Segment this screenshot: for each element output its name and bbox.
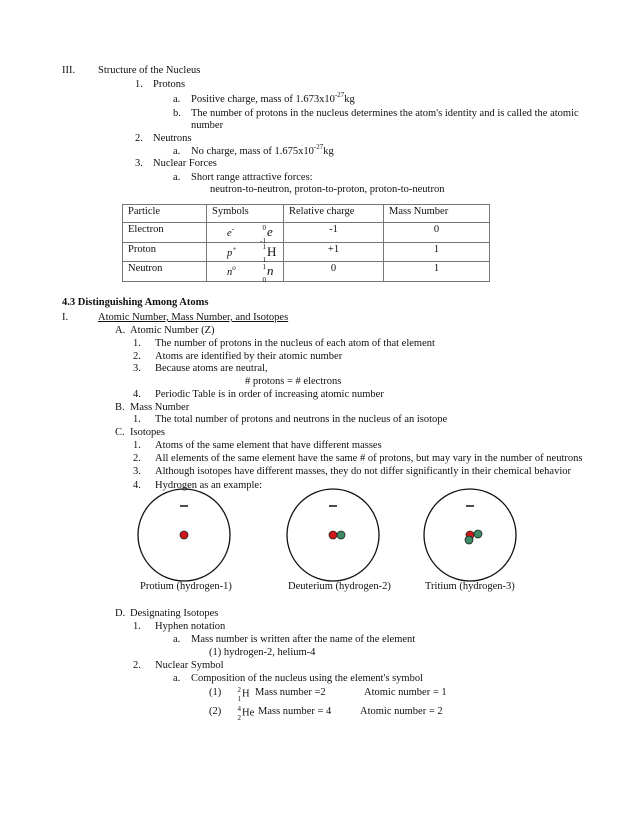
text: Positive charge, mass of 1.673x10 (191, 94, 335, 105)
mass-superscript: 2 (237, 686, 241, 694)
atomic-number-text: Atomic number = 1 (364, 687, 447, 698)
header-cell: Particle (123, 205, 207, 223)
list-item: (1) hydrogen-2, helium-4 (209, 647, 316, 658)
list-marker: 1. (133, 338, 141, 349)
list-item: Mass Number (130, 402, 190, 413)
list-marker: a. (173, 634, 181, 645)
atomic-number-text: Atomic number = 2 (360, 706, 443, 717)
proton-identity: The number of protons in the nucleus determines the atom's identity and is called the atomic (191, 108, 579, 119)
list-marker: 1. (133, 440, 141, 451)
nuclear-symbol (228, 706, 254, 720)
list-marker: a. (173, 172, 181, 183)
atomic-subscript: 2 (237, 714, 241, 722)
protium-label: Protium (hydrogen-1) (140, 581, 232, 592)
list-marker: 1. (135, 79, 143, 90)
list-item: Designating Isotopes (130, 608, 219, 619)
section-marker: III. (62, 65, 76, 76)
isotope-charge: -1 (260, 236, 266, 245)
list-item: Hyphen notation (155, 621, 226, 632)
particle-cell: Proton (123, 242, 207, 262)
list-item: The number of protons in the nucleus of each atom of that element (155, 338, 435, 349)
list-marker: 4. (133, 389, 141, 400)
neutron (337, 531, 345, 539)
list-item: Atoms are identified by their atomic number (155, 351, 343, 362)
list-item: Atomic Number (Z) (130, 325, 215, 336)
atomic-subscript: 1 (237, 695, 241, 703)
list-marker: 2. (133, 453, 141, 464)
list-marker: 3. (133, 466, 141, 477)
list-marker: 4. (133, 480, 141, 491)
list-item: Hydrogen as an example: (155, 480, 263, 491)
isotope-letter: H (267, 243, 277, 259)
text: kg (323, 146, 334, 157)
list-marker: 3. (133, 363, 141, 374)
text: kg (344, 94, 355, 105)
text: No charge, mass of 1.675x10 (191, 146, 314, 157)
isotope-symbol (228, 706, 242, 720)
symbol-number: (1) (209, 687, 222, 698)
isotope-charge: 1 (262, 256, 266, 265)
header-cell: Relative charge (284, 205, 384, 223)
isotope-letter: e (267, 224, 273, 239)
list-marker: 1. (133, 414, 141, 425)
proton (329, 531, 337, 539)
isotope-mass: 1 (262, 262, 266, 271)
particle-symbol: p+ (227, 244, 237, 259)
list-marker: a. (173, 673, 181, 684)
section-heading: 4.3 Distinguishing Among Atoms (62, 297, 209, 308)
particle-cell: Neutron (123, 262, 207, 282)
symbol-charge: - (231, 225, 235, 233)
section-title: Structure of the Nucleus (98, 65, 201, 76)
tritium-label: Tritium (hydrogen-3) (425, 581, 515, 592)
proton-identity-cont: number (191, 120, 224, 131)
list-marker: A. (115, 325, 126, 336)
nuclear-symbol (228, 687, 250, 701)
forces-detail: neutron-to-neutron, proton-to-proton, proton-to-neutron (210, 184, 445, 195)
list-item: Nuclear Symbol (155, 660, 224, 671)
list-marker: 3. (135, 158, 143, 169)
header-cell: Symbols (207, 205, 284, 223)
list-item: Although isotopes have different masses, they do not differ significantly in their chemical behavior (155, 466, 572, 477)
particle-cell: Electron (123, 223, 207, 243)
element-symbol: H (242, 688, 250, 700)
list-marker: 2. (133, 660, 141, 671)
charge-cell: -1 (284, 223, 384, 243)
list-item: Composition of the nucleus using the element's symbol (191, 673, 423, 684)
list-item: Atoms of the same element that have different masses (155, 440, 382, 451)
protons-label: Protons (153, 79, 186, 90)
mass-number-text: Mass number = 4 (258, 706, 332, 717)
particle-symbol: $n^o$ (227, 264, 236, 279)
forces-text: Short range attractive forces: (191, 172, 313, 183)
charge-cell: 0 (284, 262, 384, 282)
isotope-letter: n (267, 263, 274, 279)
neutrons-label: Neutrons (153, 133, 192, 144)
proton (180, 531, 188, 539)
isotope-symbol (228, 687, 242, 701)
mass-superscript: 4 (237, 705, 241, 713)
list-item: Periodic Table is in order of increasing atomic number (155, 389, 384, 400)
neutron (465, 536, 473, 544)
symbol-charge: o (232, 264, 236, 273)
list-marker: D. (115, 608, 126, 619)
list-marker: a. (173, 94, 181, 105)
isotope-charge: 0 (262, 275, 266, 284)
list-marker: b. (173, 108, 181, 119)
mass-cell: 0 (384, 223, 490, 243)
neutron (474, 530, 482, 538)
symbol-charge: + (232, 244, 237, 253)
isotope-mass: 1 (262, 243, 266, 252)
header-cell: Mass Number (384, 205, 490, 223)
symbol-number: (2) (209, 706, 222, 717)
list-item: The total number of protons and neutrons in the nucleus of an isotope (155, 414, 448, 425)
mass-number-text: Mass number =2 (255, 687, 326, 698)
exponent: -27 (313, 143, 324, 151)
isotope-mass: 0 (262, 223, 266, 232)
list-item: Mass number is written after the name of the element (191, 634, 416, 645)
list-marker: 1. (133, 621, 141, 632)
deuterium-label: Deuterium (hydrogen-2) (288, 581, 391, 592)
section-title: Atomic Number, Mass Number, and Isotopes (98, 312, 289, 323)
list-item: All elements of the same element have the same # of protons, but may vary in the number of neutrons (155, 453, 583, 464)
list-marker: a. (173, 146, 181, 157)
list-item: # protons = # electrons (245, 376, 342, 387)
element-symbol: He (242, 707, 255, 719)
section-marker: I. (62, 312, 69, 323)
list-marker: 2. (135, 133, 143, 144)
exponent: -27 (334, 91, 345, 99)
particle-symbol: e- (227, 225, 235, 239)
charge-cell: +1 (284, 242, 384, 262)
list-item: Isotopes (130, 427, 165, 438)
list-item: Because atoms are neutral, (155, 363, 268, 374)
list-marker: B. (115, 402, 125, 413)
mass-cell: 1 (384, 262, 490, 282)
list-marker: 2. (133, 351, 141, 362)
mass-cell: 1 (384, 242, 490, 262)
list-marker: C. (115, 427, 125, 438)
forces-label: Nuclear Forces (153, 158, 217, 169)
